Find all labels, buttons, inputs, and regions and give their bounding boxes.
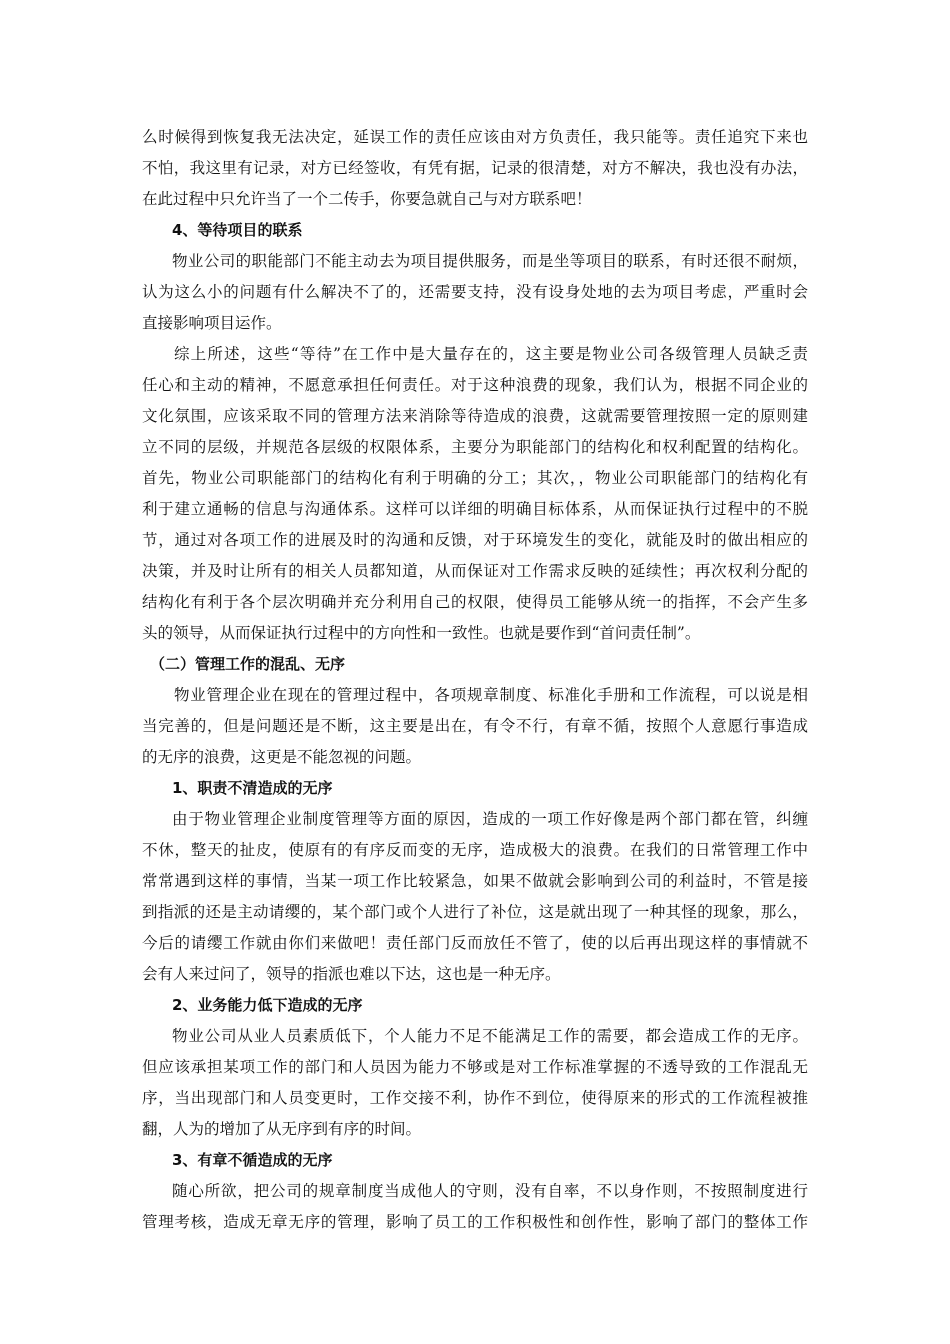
- paragraph-line: 但应该承担某项工作的部门和人员因为能力不够或是对工作标准掌握的不透导致的工作混乱无: [142, 1058, 808, 1076]
- paragraph-line: 物业公司从业人员素质低下，个人能力不足不能满足工作的需要，都会造成工作的无序。: [172, 1027, 808, 1045]
- paragraph-line: 到指派的还是主动请缨的，某个部门或个人进行了补位，这是就出现了一种其怪的现象，那么，: [142, 903, 808, 921]
- paragraph-line: 物业管理企业在现在的管理过程中，各项规章制度、标准化手册和工作流程，可以说是相: [174, 686, 808, 704]
- paragraph-line: 不休，整天的扯皮，使原有的有序反而变的无序，造成极大的浪费。在我们的日常管理工作中: [142, 841, 808, 859]
- paragraph-line: 的无序的浪费，这更是不能忽视的问题。: [142, 748, 422, 766]
- paragraph-line: 由于物业管理企业制度管理等方面的原因，造成的一项工作好像是两个部门都在管，纠缠: [172, 810, 808, 828]
- section-heading: （二）管理工作的混乱、无序: [150, 655, 346, 673]
- paragraph-line: 头的领导，从而保证执行过程中的方向性和一致性。也就是要作到“首问责任制”。: [142, 624, 701, 642]
- paragraph-line: 在此过程中只允许当了一个二传手，你要急就自己与对方联系吧！: [142, 190, 592, 208]
- paragraph-line: 当完善的，但是问题还是不断，这主要是出在，有令不行，有章不循，按照个人意愿行事造成: [142, 717, 808, 735]
- paragraph-line: 今后的请缨工作就由你们来做吧！责任部门反而放任不管了，使的以后再出现这样的事情就不: [142, 934, 808, 952]
- paragraph-line: 翻，人为的增加了从无序到有序的时间。: [142, 1120, 422, 1138]
- paragraph-line: 常常遇到这样的事情，当某一项工作比较紧急，如果不做就会影响到公司的利益时，不管是接: [142, 872, 808, 890]
- paragraph-line: 管理考核，造成无章无序的管理，影响了员工的工作积极性和创作性，影响了部门的整体工作: [142, 1213, 808, 1231]
- paragraph-line: 任心和主动的精神，不愿意承担任何责任。对于这种浪费的现象，我们认为，根据不同企业的: [142, 376, 808, 394]
- paragraph-line: 利于建立通畅的信息与沟通体系。这样可以详细的明确目标体系，从而保证执行过程中的不脱: [142, 500, 808, 518]
- paragraph-line: 立不同的层级，并规范各层级的权限体系，主要分为职能部门的结构化和权利配置的结构化。: [142, 438, 808, 456]
- section-heading: 4、等待项目的联系: [172, 221, 303, 239]
- paragraph-line: 结构化有利于各个层次明确并充分利用自己的权限，使得员工能够从统一的指挥，不会产生多: [142, 593, 808, 611]
- section-heading: 3、有章不循造成的无序: [172, 1151, 333, 1169]
- paragraph-line: 随心所欲，把公司的规章制度当成他人的守则，没有自率，不以身作则，不按照制度进行: [172, 1182, 808, 1200]
- paragraph-line: 不怕，我这里有记录，对方已经签收，有凭有据，记录的很清楚，对方不解决，我也没有办法，: [142, 159, 808, 177]
- paragraph-line: 序，当出现部门和人员变更时，工作交接不利，协作不到位，使得原来的形式的工作流程被推: [142, 1089, 808, 1107]
- paragraph-line: 决策，并及时让所有的相关人员都知道，从而保证对工作需求反映的延续性；再次权利分配的: [142, 562, 808, 580]
- paragraph-line: 文化氛围，应该采取不同的管理方法来消除等待造成的浪费，这就需要管理按照一定的原则建: [142, 407, 808, 425]
- paragraph-line: 认为这么小的问题有什么解决不了的，还需要支持，没有设身处地的去为项目考虑，严重时会: [142, 283, 808, 301]
- paragraph-line: 直接影响项目运作。: [142, 314, 282, 332]
- paragraph-line: 么时候得到恢复我无法决定，延误工作的责任应该由对方负责任，我只能等。责任追究下来也: [142, 128, 808, 146]
- section-heading: 1、职责不清造成的无序: [172, 779, 333, 797]
- section-heading: 2、业务能力低下造成的无序: [172, 996, 363, 1014]
- paragraph-line: 综上所述，这些“等待”在工作中是大量存在的，这主要是物业公司各级管理人员缺乏责: [174, 345, 808, 363]
- paragraph-line: 首先，物业公司职能部门的结构化有利于明确的分工；其次，，物业公司职能部门的结构化有: [142, 469, 808, 487]
- paragraph-line: 节，通过对各项工作的进展及时的沟通和反馈，对于环境发生的变化，就能及时的做出相应的: [142, 531, 808, 549]
- paragraph-line: 会有人来过问了，领导的指派也难以下达，这也是一种无序。: [142, 965, 561, 983]
- paragraph-line: 物业公司的职能部门不能主动去为项目提供服务，而是坐等项目的联系，有时还很不耐烦，: [172, 252, 808, 270]
